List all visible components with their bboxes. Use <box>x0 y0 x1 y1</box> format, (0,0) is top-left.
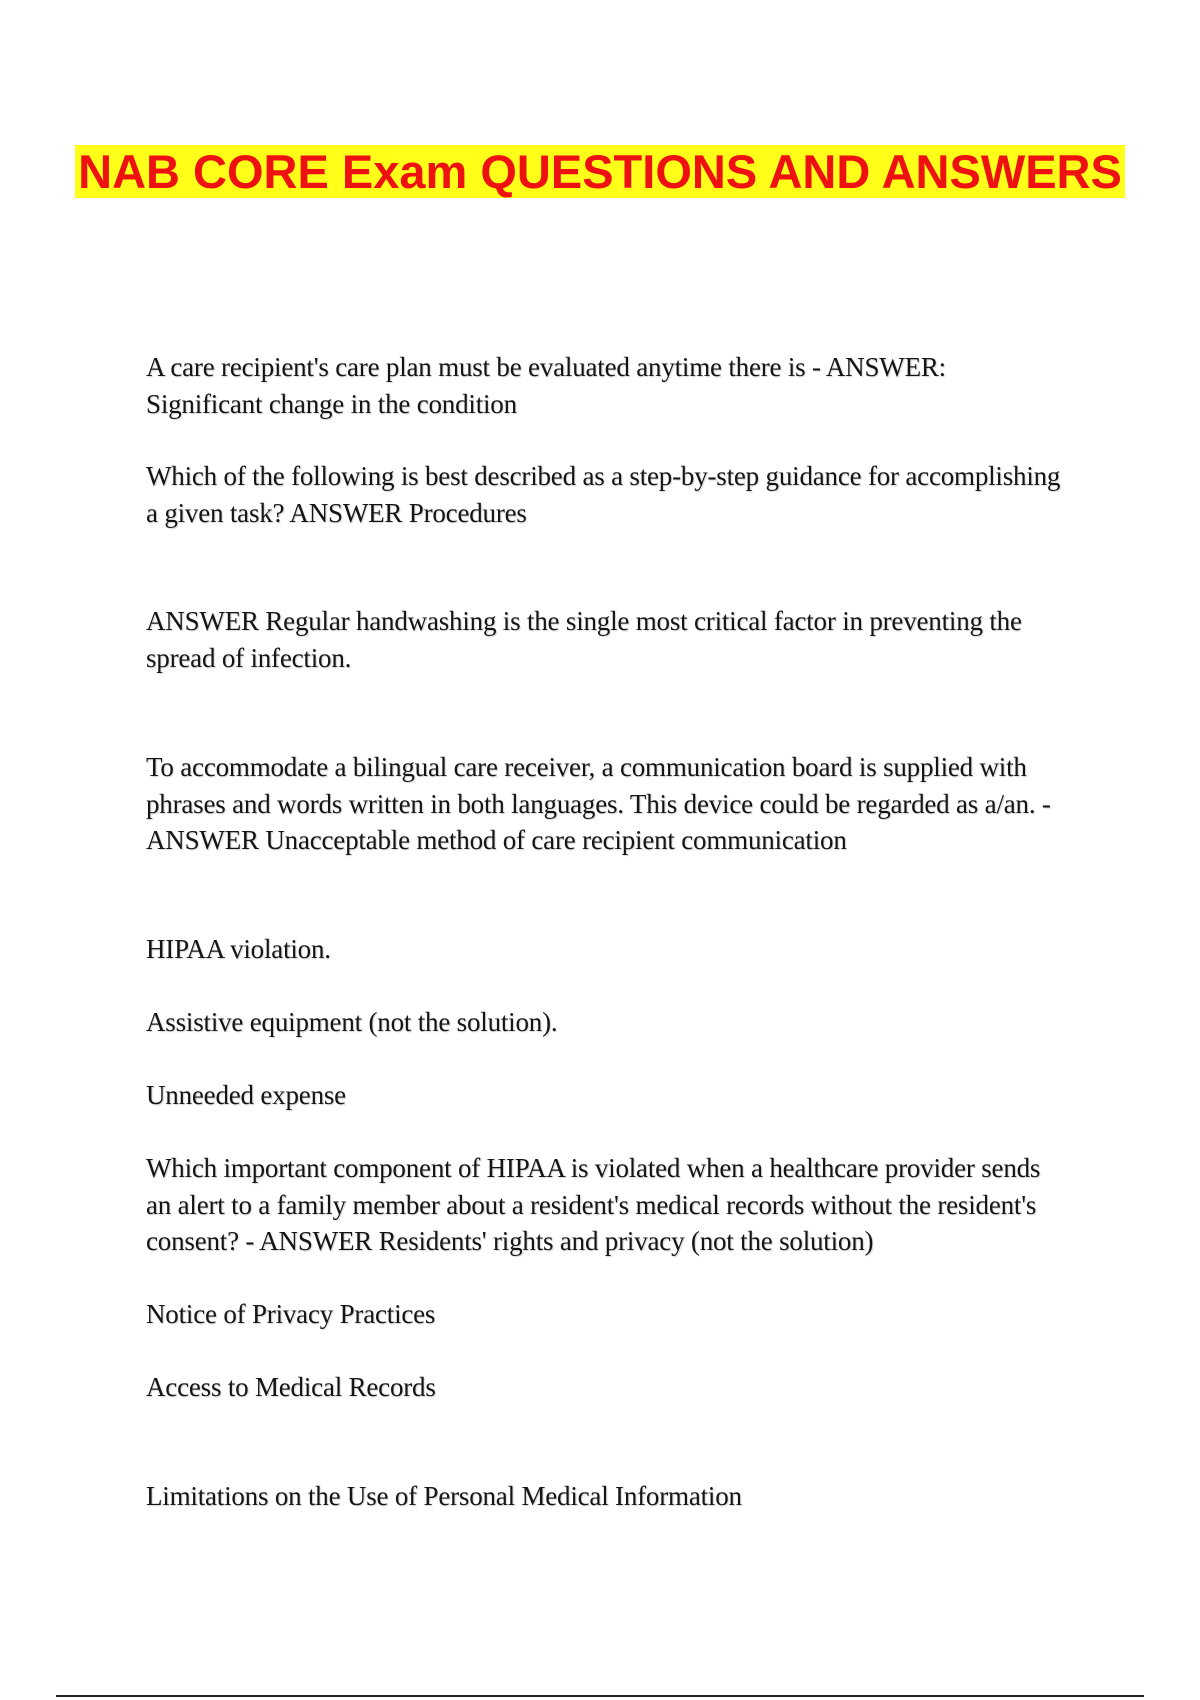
paragraph-assistive-equipment: Assistive equipment (not the solution). <box>146 1007 558 1037</box>
paragraph-care-plan: A care recipient's care plan must be evaluated anytime there is - ANSWER: Significant change in the condition <box>146 352 946 419</box>
paragraph-limitations: Limitations on the Use of Personal Medical Information <box>146 1481 742 1511</box>
title-highlight: NAB CORE Exam QUESTIONS AND ANSWERS <box>75 145 1125 198</box>
paragraph-hipaa-component: Which important component of HIPAA is violated when a healthcare provider sends an alert to a family member about a resident's medical records without the resident's consent? - ANSWER Residents' rights and privacy (not the solution) <box>146 1153 1041 1256</box>
paragraph-procedures: Which of the following is best described as a step-by-step guidance for accomplishing a given task? ANSWER Procedures <box>146 461 1061 528</box>
document-title <box>0 143 1200 200</box>
paragraph-communication-board: To accommodate a bilingual care receiver, a communication board is supplied with phrases and words written in both languages. This device could be regarded as a/an. - ANSWER Unacceptable method of care recipient communication <box>146 752 1051 855</box>
paragraph-handwashing: ANSWER Regular handwashing is the single most critical factor in preventing the spread of infection. <box>146 606 1022 673</box>
bottom-rule <box>56 1695 1144 1697</box>
paragraph-privacy-practices: Notice of Privacy Practices <box>146 1299 436 1329</box>
paragraph-hipaa-violation: HIPAA violation. <box>146 934 331 964</box>
paragraph-unneeded-expense: Unneeded expense <box>146 1080 346 1110</box>
paragraph-medical-records: Access to Medical Records <box>146 1372 436 1402</box>
